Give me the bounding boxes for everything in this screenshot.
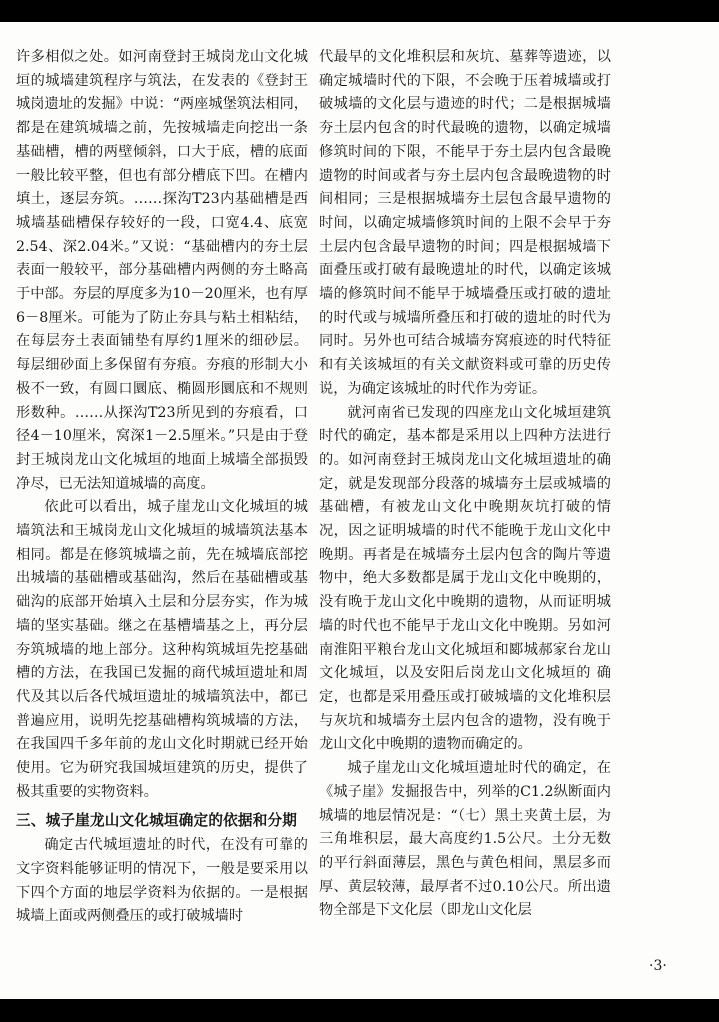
paragraph: 许多相似之处。如河南登封王城岗龙山文化城垣的城墙建筑程序与筑法，在发表的《登封王城岗遗址的发掘》中说：“两座城堡筑法相同，都是在建筑城墙之前，先按城墙走向挖出一条基础槽，槽的两壁倾斜，口大于底，槽的底面一般比较平整，但也有部分槽底下凹。在槽内填土，逐层夯筑。……探沟T23内基础槽是西城墙基础槽保存较好的一段，口宽4.4、底宽2.54、深2.04米。”又说：“基础槽内的夯土层表面一般较平，部分基础槽内两侧的夯土略高于中部。夯层的厚度多为10－20厘米，也有厚6－8厘米。可能为了防止夯具与粘土相粘结，在每层夯土表面铺垫有厚约1厘米的细砂层。每层细砂面上多保留有夯痕。夯痕的形制大小极不一致，有圆口圜底、椭圆形圜底和不规则形数种。……从探沟T23所见到的夯痕看，口径4－10厘米，窝深1－2.5厘米。”只是由于登封王城岗龙山文化城垣的地面上城墙全部损毁净尽，已无法知道城墙的高度。 bbox=[16, 49, 308, 492]
paragraph: 确定古代城垣遗址的时代，在没有可靠的文字资料能够证明的情况下，一般是要采用以下四个方面的地层学资料为依据的。一是根据城墙上面或两侧叠压的或打破城墙时 bbox=[16, 837, 308, 925]
document-page bbox=[0, 22, 719, 999]
paragraph: 就河南省已发现的四座龙山文化城垣建筑时代的确定，基本都是采用以上四种方法进行的。如河南登封王城岗龙山文化城垣遗址的确定，就是发现部分段落的城墙夯土层或城墙的基础槽，有被龙山文化中晚期灰坑打破的情况，因之证明城墙的时代不能晚于龙山文化中晚期。再者是在城墙夯土层内包含的陶片等遗物中，绝大多数都是属于龙山文化中晚期的，没有晚于龙山文化中晚期的遗物，从而证明城墙的时代也不能早于龙山文化中晚期。另如河南淮阳平粮台龙山文化城垣和郾城郝家台龙山文化城垣，以及安阳后岗龙山文化城垣的 确定，也都是采用叠压或打破城墙的文化堆积层与灰坑和城墙夯土层内包含的遗物，没有晚于龙山文化中晚期的遗物而确定的。 bbox=[319, 404, 611, 753]
paragraph: 依此可以看出，城子崖龙山文化城垣的城墙筑法和王城岗龙山文化城垣的城墙筑法基本相同。都是在修筑城墙之前，先在城墙底部挖出城墙的基础槽或基础沟，然后在基础槽或基础沟的底部开始填入土层和分层夯实，作为城墙的坚实基础。继之在基槽墙基之上，再分层夯筑城墙的地上部分。这种构筑城垣先挖基础槽的方法，在我国已发掘的商代城垣遗址和周代及其以后各代城垣遗址的城墙筑法中，都已普遍应用，说明先挖基础槽构筑城墙的方法，在我国四千多年前的龙山文化时期就已经开始使用。它为研究我国城垣建筑的历史，提供了极其重要的实物资料。 bbox=[16, 499, 308, 800]
page-number: ·3· bbox=[649, 958, 667, 974]
paragraph: 代最早的文化堆积层和灰坑、墓葬等遗迹，以确定城墙时代的下限，不会晚于压着城墙或打破城墙的文化层与遗迹的时代；二是根据城墙夯土层内包含的时代最晚的遗物，以确定城墙修筑时间的下限，不能早于夯土层内包含最晚遗物的时间或者与夯土层内包含最晚遗物的时间相同；三是根据城墙夯土层包含最早遗物的时间，以确定城墙修筑时间的上限不会早于夯土层内包含最早遗物的时间；四是根据城墙下面叠压或打破有最晚遗址的时代，以确定该城墙的修筑时间不能早于城墙叠压或打破的遗址的时代或与城墙所叠压和打破的遗址的时代为同时。另外也可结合城墙夯窝痕迹的时代特征和有关该城垣的有关文献资料或可靠的历史传说，为确定该城址的时代作为旁证。 bbox=[319, 49, 611, 397]
right-column bbox=[319, 46, 611, 923]
section-heading: 三、城子崖龙山文化城垣确定的依据和分期 bbox=[16, 811, 298, 829]
left-column bbox=[16, 46, 308, 929]
paragraph: 城子崖龙山文化城垣遗址时代的确定，在《城子崖》发掘报告中，列举的C1.2纵断面内城墙的地层情况是：“（七）黑土夹黄土层，为三角堆积层，最大高度约1.5公尺。土分无数的平行斜面薄层，黑色与黄色相间，黑层多而厚、黄层较薄，最厚者不过0.10公尺。所出遗物全部是下文化层（即龙山文化层 bbox=[319, 760, 611, 919]
